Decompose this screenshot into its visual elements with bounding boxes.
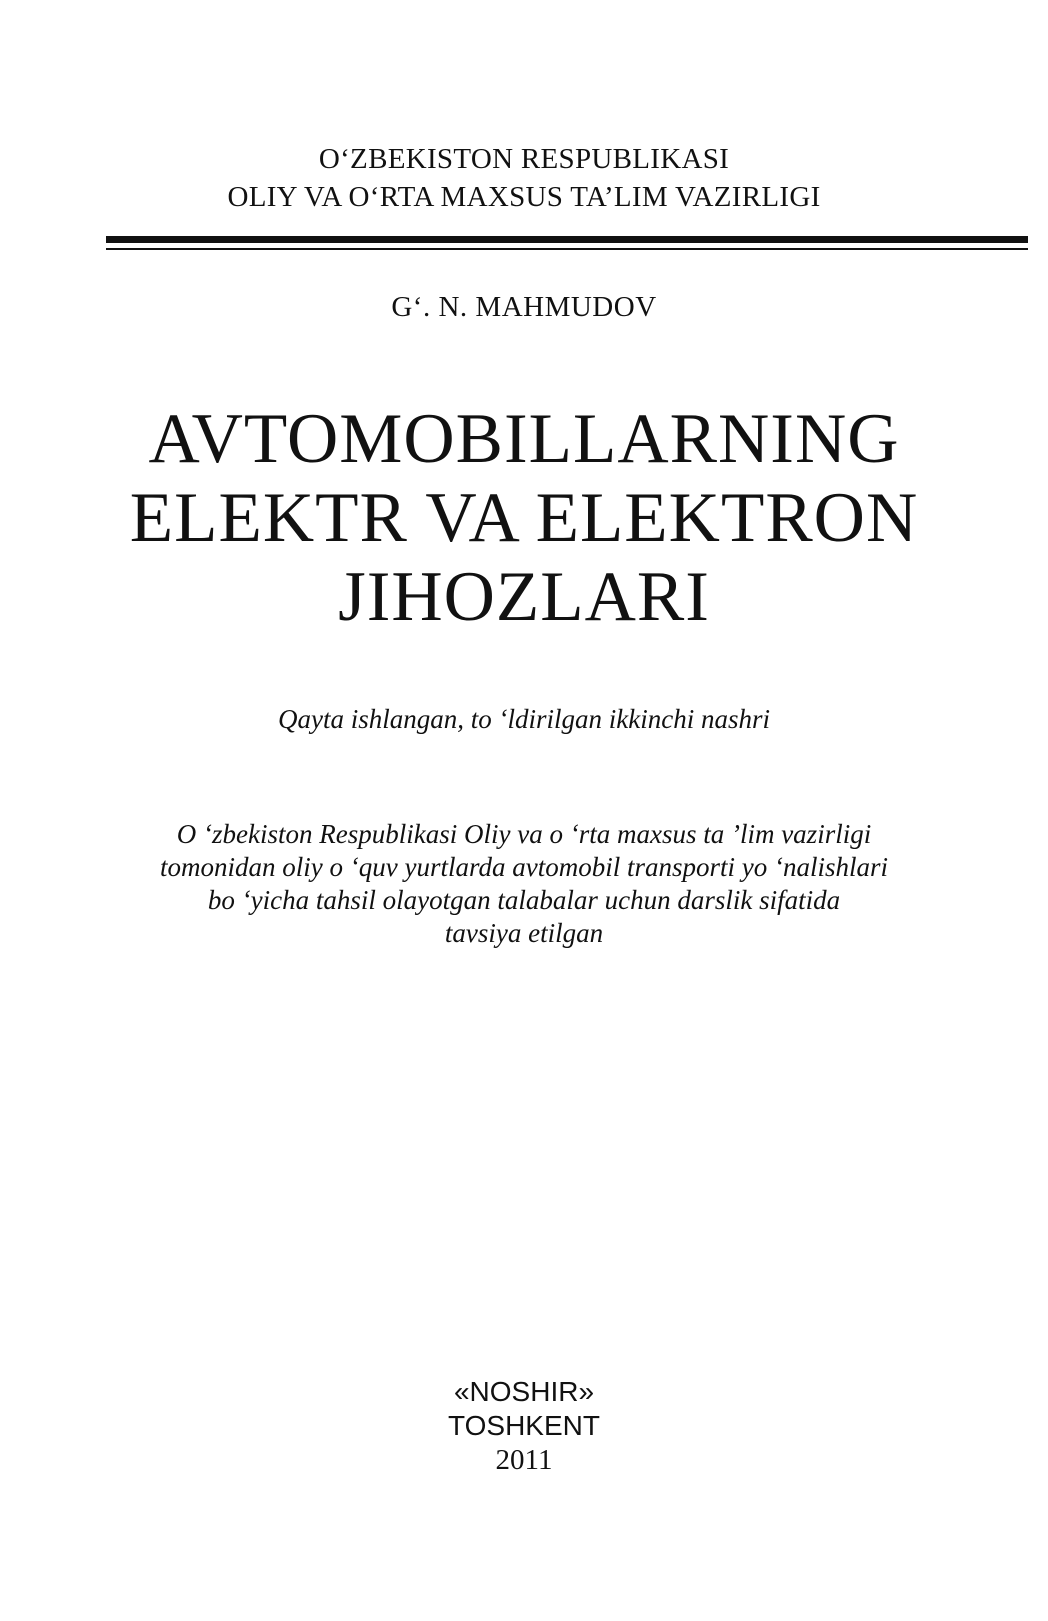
publication-year: 2011 — [495, 1444, 553, 1476]
approval-statement — [0, 818, 1048, 950]
ministry-line-1: O‘ZBEKISTON RESPUBLIKASI — [318, 143, 730, 175]
publisher-name: «NOSHIR» — [453, 1376, 595, 1407]
approval-line-2: tomonidan oliy o ‘quv yurtlarda avtomobil transporti yo ‘nalishlari — [160, 852, 888, 882]
author-name: G‘. N. MAHMUDOV — [391, 291, 657, 323]
approval-line-1: O ‘zbekiston Respublikasi Oliy va o ‘rta maxsus ta ’lim vazirligi — [176, 819, 872, 849]
approval-line-3: bo ‘yicha tahsil olayotgan talabalar uchun darslik sifatida — [207, 885, 841, 915]
divider-thick — [106, 236, 1028, 243]
book-title — [0, 400, 1048, 637]
divider-thin — [106, 248, 1028, 250]
publisher-block — [0, 1375, 1048, 1477]
approval-line-4: tavsiya etilgan — [444, 918, 604, 948]
publisher-city: TOSHKENT — [448, 1410, 600, 1441]
book-title-line-3: JIHOZLARI — [338, 558, 710, 636]
ministry-heading — [0, 140, 1048, 216]
book-title-line-1: AVTOMOBILLARNING — [148, 400, 900, 478]
ministry-line-2: OLIY VA O‘RTA MAXSUS TA’LIM VAZIRLIGI — [227, 181, 821, 213]
edition-note: Qayta ishlangan, to ‘ldirilgan ikkinchi nashri — [278, 704, 770, 734]
book-title-line-2: ELEKTR VA ELEKTRON — [129, 479, 919, 557]
